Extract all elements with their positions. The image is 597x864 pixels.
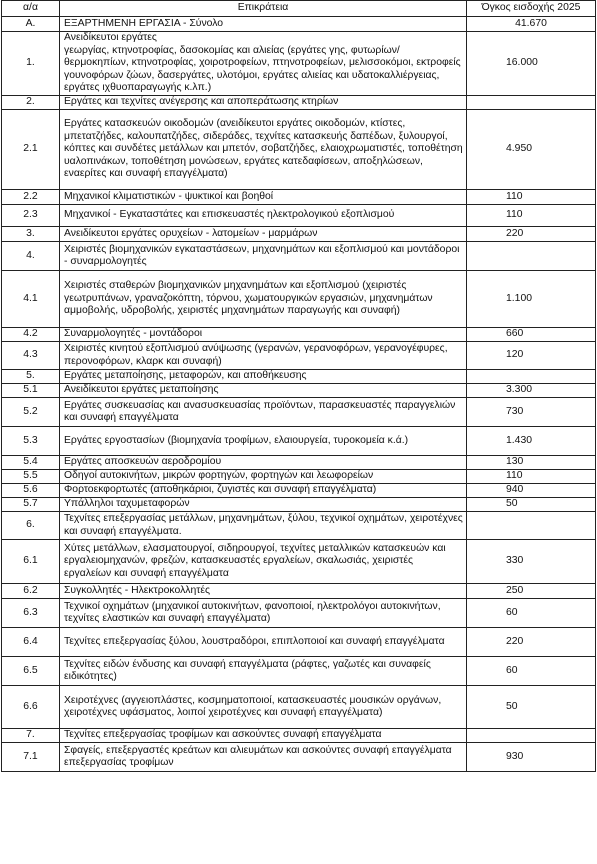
row-code: 5.5 (2, 470, 60, 484)
row-description: Ανειδίκευτοι εργάτες μεταποίησης (60, 384, 467, 398)
row-description: Σφαγείς, επεξεργαστές κρεάτων και αλιευμάτων και ασκούντες συναφή επαγγέλματα επεξεργασίας τροφίμων (60, 743, 467, 772)
row-code: A. (2, 17, 60, 32)
row-volume (467, 96, 596, 110)
table-row (2, 370, 596, 384)
row-code: 6.4 (2, 628, 60, 657)
row-code: 6.6 (2, 686, 60, 729)
header-volume: Όγκος εισδοχής 2025 (467, 1, 596, 17)
row-code: 6. (2, 512, 60, 540)
row-code: 4.1 (2, 271, 60, 328)
table-row (2, 743, 596, 772)
row-volume: 120 (467, 342, 596, 370)
row-volume: 50 (467, 686, 596, 729)
row-volume: 940 (467, 484, 596, 498)
row-volume: 130 (467, 456, 596, 470)
row-description: Εργάτες και τεχνίτες ανέγερσης και αποπεράτωσης κτηρίων (60, 96, 467, 110)
header-row (2, 1, 596, 17)
table-row (2, 342, 596, 370)
row-volume: 250 (467, 584, 596, 599)
row-code: 2. (2, 96, 60, 110)
table-row (2, 205, 596, 227)
table-row (2, 427, 596, 456)
row-code: 4. (2, 242, 60, 271)
row-description: Ανειδίκευτοι εργάτες ορυχείων - λατομείων - μαρμάρων (60, 227, 467, 242)
row-code: 7.1 (2, 743, 60, 772)
row-description: Μηχανικοί - Εγκαταστάτες και επισκευαστές ηλεκτρολογικού εξοπλισμού (60, 205, 467, 227)
row-description: Χειροτέχνες (αγγειοπλάστες, κοσμηματοποιοί, κατασκευαστές μουσικών οργάνων, χειροτέχνες υφάσματος, λοιποί χειροτέχνες και συναφή επαγγέλματα) (60, 686, 467, 729)
header-region: Επικράτεια (60, 1, 467, 17)
row-description: Ανειδίκευτοι εργάτες γεωργίας, κτηνοτροφίας, δασοκομίας και αλιείας (εργάτες γης, φυτωρίων/θερμοκηπίων, κτηνοτροφίας, χοιροτροφείων, πτηνοτροφείων, μελισσοκόμοι, εκτροφείς γουνοφόρων ζώων, δασεργάτες, υλοτόμοι, εργάτες αλιείας και υδατοκαλλιέργειας, εργάτες ιχθυοπαραγωγής κ.λπ.) (60, 32, 467, 96)
row-volume: 220 (467, 227, 596, 242)
row-code: 5. (2, 370, 60, 384)
table-row (2, 498, 596, 512)
table-row (2, 17, 596, 32)
row-description: Χειριστές σταθερών βιομηχανικών μηχανημάτων και εξοπλισμού (χειριστές γεωτρυπάνων, γραναζοκόπτη, τόρνου, χωματουργικών εργασιών, μηχανημάτων αμμοβολής, υδροβολής, χειριστές μηχανημάτων παραγωγής και συναφή) (60, 271, 467, 328)
row-code: 2.1 (2, 110, 60, 190)
row-volume: 60 (467, 657, 596, 686)
row-volume: 660 (467, 328, 596, 342)
row-description: Εργάτες συσκευασίας και ανασυσκευασίας προϊόντων, παρασκευαστές παραγγελιών και συναφή επαγγέλματα (60, 398, 467, 427)
table-row (2, 398, 596, 427)
table-row (2, 512, 596, 540)
table-row (2, 540, 596, 584)
row-volume: 730 (467, 398, 596, 427)
row-volume (467, 242, 596, 271)
row-volume: 41.670 (467, 17, 596, 32)
table-body (2, 17, 596, 772)
row-volume: 3.300 (467, 384, 596, 398)
header-code: α/α (2, 1, 60, 17)
table-row (2, 328, 596, 342)
row-description: Τεχνίτες ειδών ένδυσης και συναφή επαγγέλματα (ράφτες, γαζωτές και συναφείς ειδικότητες) (60, 657, 467, 686)
row-code: 5.2 (2, 398, 60, 427)
row-volume: 50 (467, 498, 596, 512)
quota-table (1, 0, 596, 772)
row-volume: 110 (467, 190, 596, 205)
row-code: 5.7 (2, 498, 60, 512)
table-row (2, 484, 596, 498)
row-volume: 16.000 (467, 32, 596, 96)
row-description: Τεχνικοί οχημάτων (μηχανικοί αυτοκινήτων, φανοποιοί, ηλεκτρολόγοι αυτοκινήτων, τεχνίτες ελαστικών και συναφή επαγγέλματα) (60, 599, 467, 628)
table-row (2, 729, 596, 743)
row-code: 1. (2, 32, 60, 96)
table-row (2, 657, 596, 686)
row-code: 6.5 (2, 657, 60, 686)
row-volume: 110 (467, 205, 596, 227)
row-volume: 4.950 (467, 110, 596, 190)
table-row (2, 584, 596, 599)
row-volume: 60 (467, 599, 596, 628)
row-volume: 330 (467, 540, 596, 584)
row-volume: 1.100 (467, 271, 596, 328)
row-description: Τεχνίτες επεξεργασίας μετάλλων, μηχανημάτων, ξύλου, τεχνικοί οχημάτων, χειροτέχνες και συναφή επαγγέλματα. (60, 512, 467, 540)
row-description: Μηχανικοί κλιματιστικών - ψυκτικοί και βοηθοί (60, 190, 467, 205)
table-row (2, 96, 596, 110)
table-row (2, 599, 596, 628)
row-description: Συναρμολογητές - μοντάδοροι (60, 328, 467, 342)
row-volume: 110 (467, 470, 596, 484)
table-row (2, 227, 596, 242)
row-description: Υπάλληλοι ταχυμεταφορών (60, 498, 467, 512)
row-code: 2.2 (2, 190, 60, 205)
table-row (2, 110, 596, 190)
row-description: Φορτοεκφορτωτές (αποθηκάριοι, ζυγιστές και συναφή επαγγέλματα) (60, 484, 467, 498)
row-volume: 930 (467, 743, 596, 772)
row-volume: 1.430 (467, 427, 596, 456)
row-description: ΕΞΑΡΤΗΜΕΝΗ ΕΡΓΑΣΙΑ - Σύνολο (60, 17, 467, 32)
row-description: Συγκολλητές - Ηλεκτροκολλητές (60, 584, 467, 599)
row-volume (467, 512, 596, 540)
row-code: 7. (2, 729, 60, 743)
table-row (2, 628, 596, 657)
row-description: Τεχνίτες επεξεργασίας τροφίμων και ασκούντες συναφή επαγγέλματα (60, 729, 467, 743)
row-volume (467, 729, 596, 743)
row-code: 5.3 (2, 427, 60, 456)
table-row (2, 384, 596, 398)
row-description: Εργάτες αποσκευών αεροδρομίου (60, 456, 467, 470)
row-code: 5.6 (2, 484, 60, 498)
table-row (2, 242, 596, 271)
row-code: 6.3 (2, 599, 60, 628)
row-code: 2.3 (2, 205, 60, 227)
row-description: Χειριστές κινητού εξοπλισμού ανύψωσης (γερανών, γερανοφόρων, γερανογέφυρες, περονοφόρων, κλαρκ και συναφή) (60, 342, 467, 370)
table-row (2, 456, 596, 470)
row-code: 6.2 (2, 584, 60, 599)
row-description: Εργάτες κατασκευών οικοδομών (ανειδίκευτοι εργάτες οικοδομών, κτίστες, μπετατζήδες, καλουπατζήδες, σιδεράδες, τεχνίτες κατασκευής δαπέδων, ξυλουργοί, κόπτες και συνδέτες μετάλλων και μπετόν, σοβατζήδες, ελαιοχρωματιστές, τοποθέτηση υαλοπινάκων, τοποθέτηση μονώσεων, εργάτες κατεδαφίσεων, αποξηλώσεων, εναερίτες και συναφή επαγγέλματα) (60, 110, 467, 190)
row-description: Οδηγοί αυτοκινήτων, μικρών φορτηγών, φορτηγών και λεωφορείων (60, 470, 467, 484)
row-code: 5.4 (2, 456, 60, 470)
row-description: Εργάτες μεταποίησης, μεταφορών, και αποθήκευσης (60, 370, 467, 384)
table-row (2, 190, 596, 205)
row-description: Τεχνίτες επεξεργασίας ξύλου, λουστραδόροι, επιπλοποιοί και συναφή επαγγέλματα (60, 628, 467, 657)
row-description: Χειριστές βιομηχανικών εγκαταστάσεων, μηχανημάτων και εξοπλισμού και μοντάδοροι - συναρμολογητές (60, 242, 467, 271)
table-row (2, 686, 596, 729)
row-volume (467, 370, 596, 384)
row-description: Εργάτες εργοστασίων (βιομηχανία τροφίμων, ελαιουργεία, τυροκομεία κ.ά.) (60, 427, 467, 456)
row-code: 3. (2, 227, 60, 242)
table-row (2, 32, 596, 96)
row-code: 4.2 (2, 328, 60, 342)
table-row (2, 470, 596, 484)
row-code: 6.1 (2, 540, 60, 584)
row-description: Χύτες μετάλλων, ελασματουργοί, σιδηρουργοί, τεχνίτες μεταλλικών κατασκευών και εργαλειομηχανών, φρεζών, κατασκευαστές εργαλείων, σκαλωσιάς, χειριστές εργαλείων και συναφή επαγγέλματα (60, 540, 467, 584)
table-row (2, 271, 596, 328)
row-code: 5.1 (2, 384, 60, 398)
row-code: 4.3 (2, 342, 60, 370)
row-volume: 220 (467, 628, 596, 657)
